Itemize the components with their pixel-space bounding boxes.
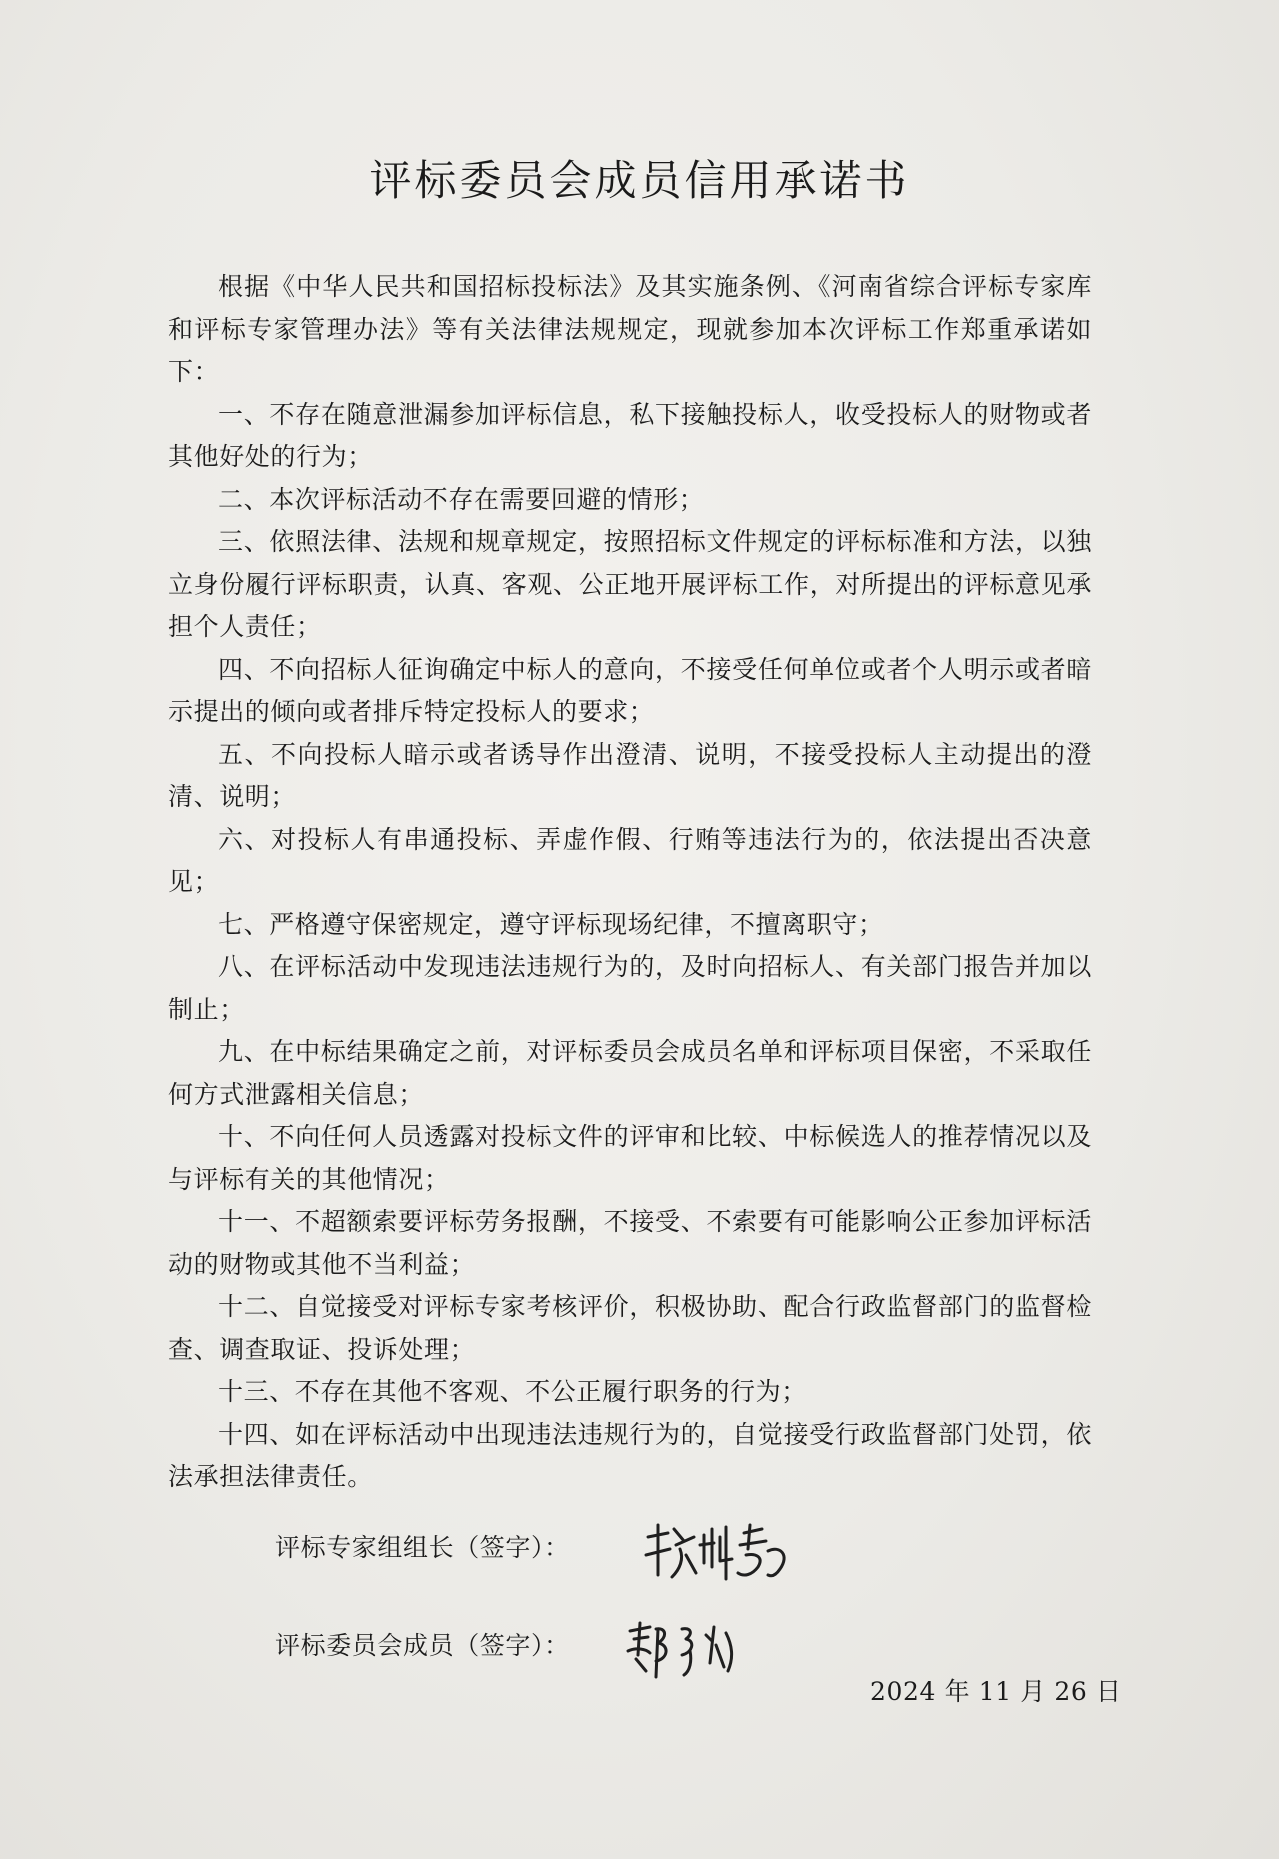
leader-signature-label: 评标专家组组长（签字）：	[275, 1533, 570, 1562]
paragraph-item-1: 一、不存在随意泄漏参加评标信息，私下接触投标人，收受投标人的财物或者其他好处的行为；	[168, 399, 1092, 471]
paragraph-item-4: 四、不向招标人征询确定中标人的意向，不接受任何单位或者个人明示或者暗示提出的倾向或者排斥特定投标人的要求；	[168, 654, 1092, 726]
paragraph-item-10: 十、不向任何人员透露对投标文件的评审和比较、中标候选人的推荐情况以及与评标有关的其他情况；	[168, 1122, 1092, 1194]
document-date: 2024 年 11 月 26 日	[870, 1677, 1122, 1706]
document-body	[168, 266, 1092, 1499]
paragraph-intro: 根据《中华人民共和国招标投标法》及其实施条例、《河南省综合评标专家库和评标专家管理办法》等有关法律法规规定，现就参加本次评标工作郑重承诺如下：	[168, 272, 1092, 386]
paragraph-item-5: 五、不向投标人暗示或者诱导作出澄清、说明，不接受投标人主动提出的澄清、说明；	[168, 739, 1092, 811]
leader-signature	[640, 1515, 810, 1585]
paragraph-item-13: 十三、不存在其他不客观、不公正履行职务的行为；	[218, 1377, 807, 1406]
paragraph-item-11: 十一、不超额索要评标劳务报酬，不接受、不索要有可能影响公正参加评标活动的财物或其他不当利益；	[168, 1207, 1092, 1279]
paragraph-item-14: 十四、如在评标活动中出现违法违规行为的，自觉接受行政监督部门处罚，依法承担法律责任。	[168, 1419, 1092, 1491]
document-title: 评标委员会成员信用承诺书	[369, 156, 910, 205]
member-signature	[620, 1615, 750, 1685]
paragraph-item-2: 二、本次评标活动不存在需要回避的情形；	[218, 484, 705, 514]
member-signature-label: 评标委员会成员（签字）：	[275, 1631, 570, 1660]
paragraph-item-9: 九、在中标结果确定之前，对评标委员会成员名单和评标项目保密，不采取任何方式泄露相关信息；	[168, 1037, 1092, 1109]
paragraph-item-12: 十二、自觉接受对评标专家考核评价，积极协助、配合行政监督部门的监督检查、调查取证、投诉处理；	[168, 1292, 1092, 1364]
paragraph-item-8: 八、在评标活动中发现违法违规行为的，及时向招标人、有关部门报告并加以制止；	[168, 952, 1092, 1024]
paragraph-item-3: 三、依照法律、法规和规章规定，按照招标文件规定的评标标准和方法，以独立身份履行评标职责，认真、客观、公正地开展评标工作，对所提出的评标意见承担个人责任；	[168, 527, 1092, 641]
paragraph-item-7: 七、严格遵守保密规定，遵守评标现场纪律，不擅离职守；	[218, 909, 884, 939]
paragraph-item-6: 六、对投标人有串通投标、弄虚作假、行贿等违法行为的，依法提出否决意见；	[168, 824, 1092, 896]
